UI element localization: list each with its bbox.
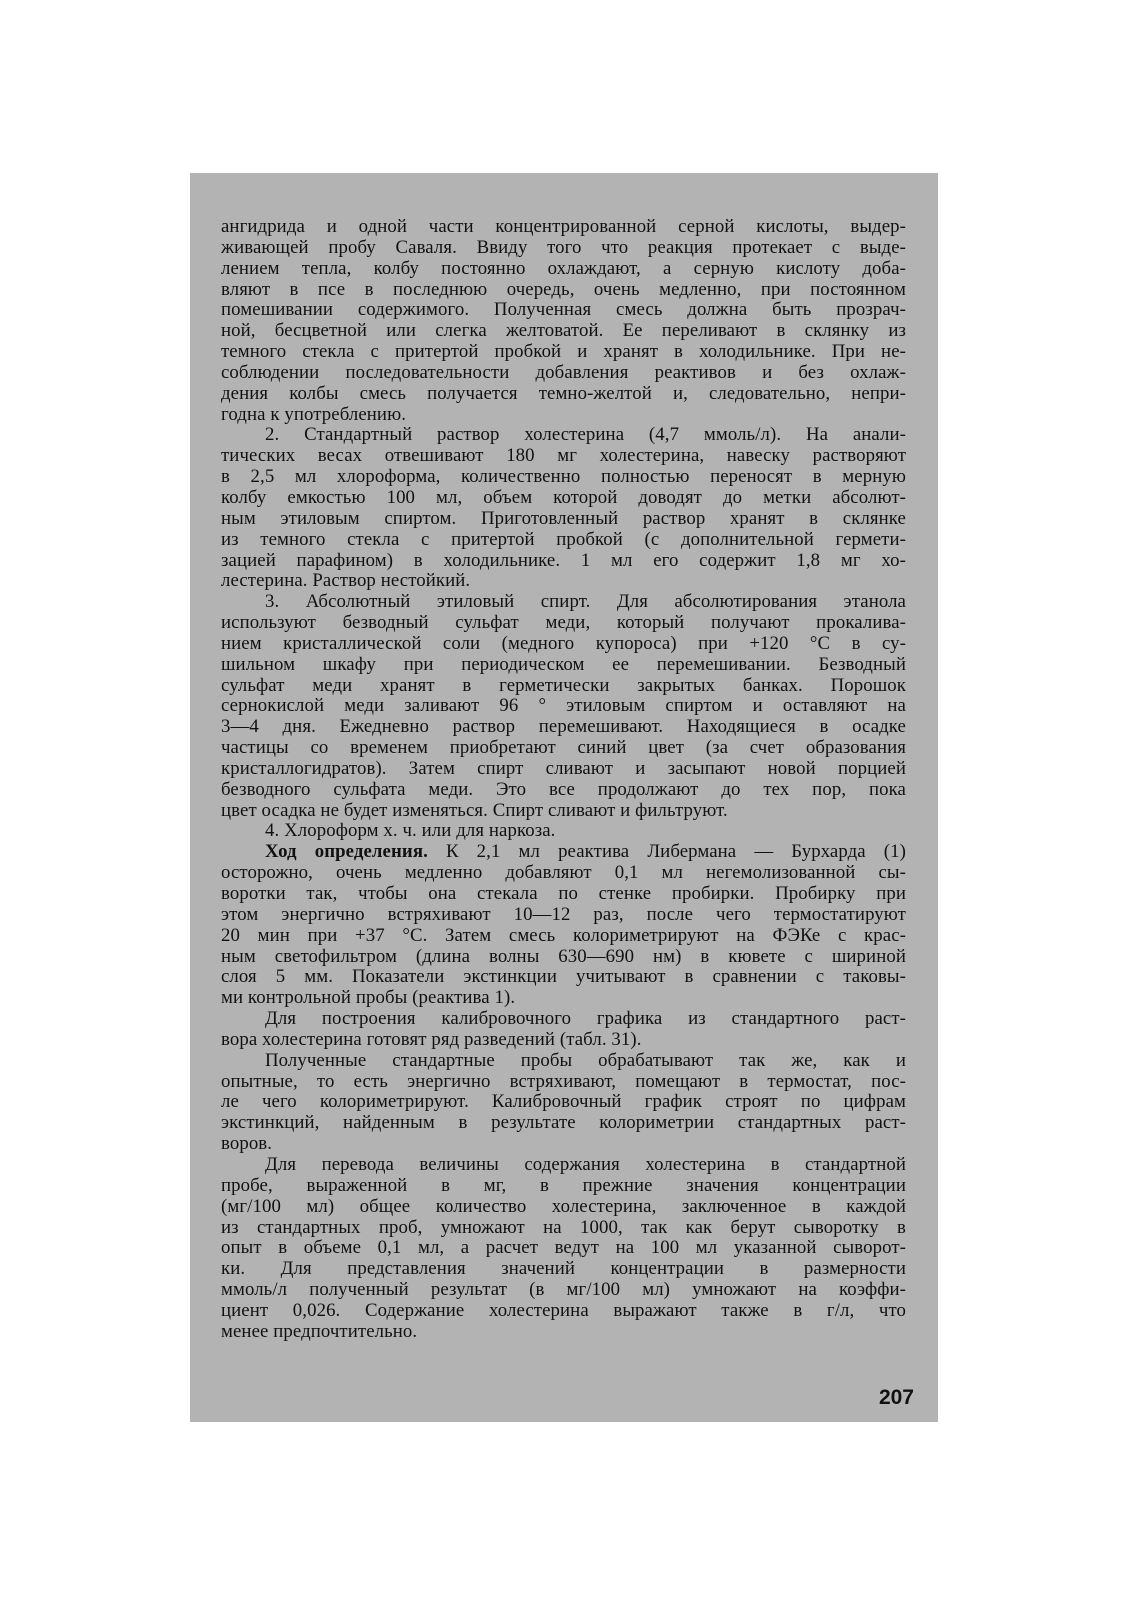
text-line: ле чего колориметрируют. Калибровочный график строят по цифрам — [221, 1092, 906, 1113]
text-line: лестерина. Раствор нестойкий. — [221, 571, 471, 592]
text-line: годна к употреблению. — [221, 404, 407, 425]
text-line: зацией парафином) в холодильнике. 1 мл его содержит 1,8 мг хо- — [221, 550, 906, 571]
text-line: темного стекла с притертой пробкой и хранят в холодильнике. При не- — [221, 342, 906, 363]
text-line: тических весах отвешивают 180 мг холестерина, навеску растворяют — [221, 446, 906, 467]
text-line: нием кристаллической соли (медного купороса) при +120 °С в су- — [221, 633, 906, 654]
text-line: вляют в псе в последнюю очередь, очень медленно, при постоянном — [221, 279, 906, 300]
book-page — [190, 173, 938, 1422]
text-line: из стандартных проб, умножают на 1000, так как берут сыворотку в — [221, 1217, 906, 1238]
text-line: Для перевода величины содержания холестерина в стандартной — [265, 1154, 906, 1175]
text-line: вора холестерина готовят ряд разведений (табл. 31). — [221, 1029, 642, 1050]
text-line: используют безводный сульфат меди, который получают прокалива- — [221, 613, 906, 634]
text-line: из темного стекла с притертой пробкой (с дополнительной гермети- — [221, 529, 906, 550]
text-line: дения колбы смесь получается темно-желтой и, следовательно, непри- — [221, 383, 906, 404]
text-line: Для построения калибровочного графика из стандартного раст- — [265, 1009, 906, 1030]
text-line: 20 мин при +37 °С. Затем смесь колориметрируют на ФЭКе с крас- — [221, 925, 906, 946]
text-line: 3—4 дня. Ежедневно раствор перемешивают. Находящиеся в осадке — [221, 717, 906, 738]
text-line: частицы со временем приобретают синий цвет (за счет образования — [221, 738, 906, 759]
text-line: цвет осадка не будет изменяться. Спирт сливают и фильтруют. — [221, 800, 728, 821]
text-line: ки. Для представления значений концентрации в размерности — [221, 1259, 906, 1280]
text-line: колбу емкостью 100 мл, объем которой доводят до метки абсолют- — [221, 487, 906, 508]
text-line: пробе, выраженной в мг, в прежние значения концентрации — [221, 1175, 906, 1196]
text-line: шильном шкафу при периодическом ее перемешивании. Безводный — [221, 654, 906, 675]
text-fragment: К 2,1 мл реактива Либермана — Бурхарда (1) — [427, 842, 906, 863]
text-line: менее предпочтительно. — [221, 1321, 418, 1342]
text-line: опыт в объеме 0,1 мл, а расчет ведут на 100 мл указанной сыворот- — [221, 1238, 906, 1259]
text-line: 4. Хлороформ х. ч. или для наркоза. — [265, 821, 556, 842]
text-line: безводного сульфата меди. Это все продолжают до тех пор, пока — [221, 779, 906, 800]
text-line: опытные, то есть энергично встряхивают, помещают в термостат, пос- — [221, 1071, 906, 1092]
text-line: ммоль/л полученный результат (в мг/100 мл) умножают на коэффи- — [221, 1280, 906, 1301]
text-line: экстинкций, найденным в результате колориметрии стандартных раст- — [221, 1113, 906, 1134]
text-line: воротки так, чтобы она стекала по стенке пробирки. Пробирку при — [221, 884, 906, 904]
text-line: в 2,5 мл хлороформа, количественно полностью переносят в мерную — [221, 467, 906, 488]
text-line — [221, 842, 906, 863]
text-line: ным этиловым спиртом. Приготовленный раствор хранят в склянке — [221, 508, 906, 529]
text-line: помешивании содержимого. Полученная смесь должна быть прозрач- — [221, 300, 906, 321]
text-line: ми контрольной пробы (реактива 1). — [221, 988, 516, 1009]
text-line: Полученные стандартные пробы обрабатывают так же, как и — [265, 1050, 906, 1071]
text-line: живающей пробу Саваля. Ввиду того что реакция протекает с выде- — [221, 237, 906, 258]
text-line: циент 0,026. Содержание холестерина выражают также в г/л, что — [221, 1300, 906, 1321]
section-heading: Ход определения. — [265, 842, 428, 863]
text-line: ангидрида и одной части концентрированной серной кислоты, выдер- — [221, 217, 906, 237]
text-line: слоя 5 мм. Показатели экстинкции учитывают в сравнении с таковы- — [221, 967, 906, 988]
text-line: этом энергично встряхивают 10—12 раз, после чего термостатируют — [221, 904, 906, 925]
text-line: сульфат меди хранят в герметически закрытых банках. Порошок — [221, 675, 906, 696]
text-line: воров. — [221, 1134, 273, 1155]
text-line: ным светофильтром (длина волны 630—690 нм) в кювете с шириной — [221, 946, 906, 967]
text-line: кристаллогидратов). Затем спирт сливают и засыпают новой порцией — [221, 758, 906, 779]
text-line: (мг/100 мл) общее количество холестерина, заключенное в каждой — [221, 1196, 906, 1217]
text-line: лением тепла, колбу постоянно охлаждают, а серную кислоту доба- — [221, 258, 906, 279]
text-line: ной, бесцветной или слегка желтоватой. Ее переливают в склянку из — [221, 321, 906, 342]
text-line: 3. Абсолютный этиловый спирт. Для абсолютирования этанола — [265, 592, 906, 613]
page-text — [221, 217, 906, 1343]
text-line: соблюдении последовательности добавления реактивов и без охлаж- — [221, 362, 906, 383]
text-line: 2. Стандартный раствор холестерина (4,7 ммоль/л). На анали- — [265, 425, 906, 446]
text-line: сернокислой меди заливают 96 ° этиловым спиртом и оставляют на — [221, 696, 906, 717]
text-line: осторожно, очень медленно добавляют 0,1 мл негемолизованной сы- — [221, 863, 906, 884]
page-number: 207 — [878, 1386, 914, 1409]
